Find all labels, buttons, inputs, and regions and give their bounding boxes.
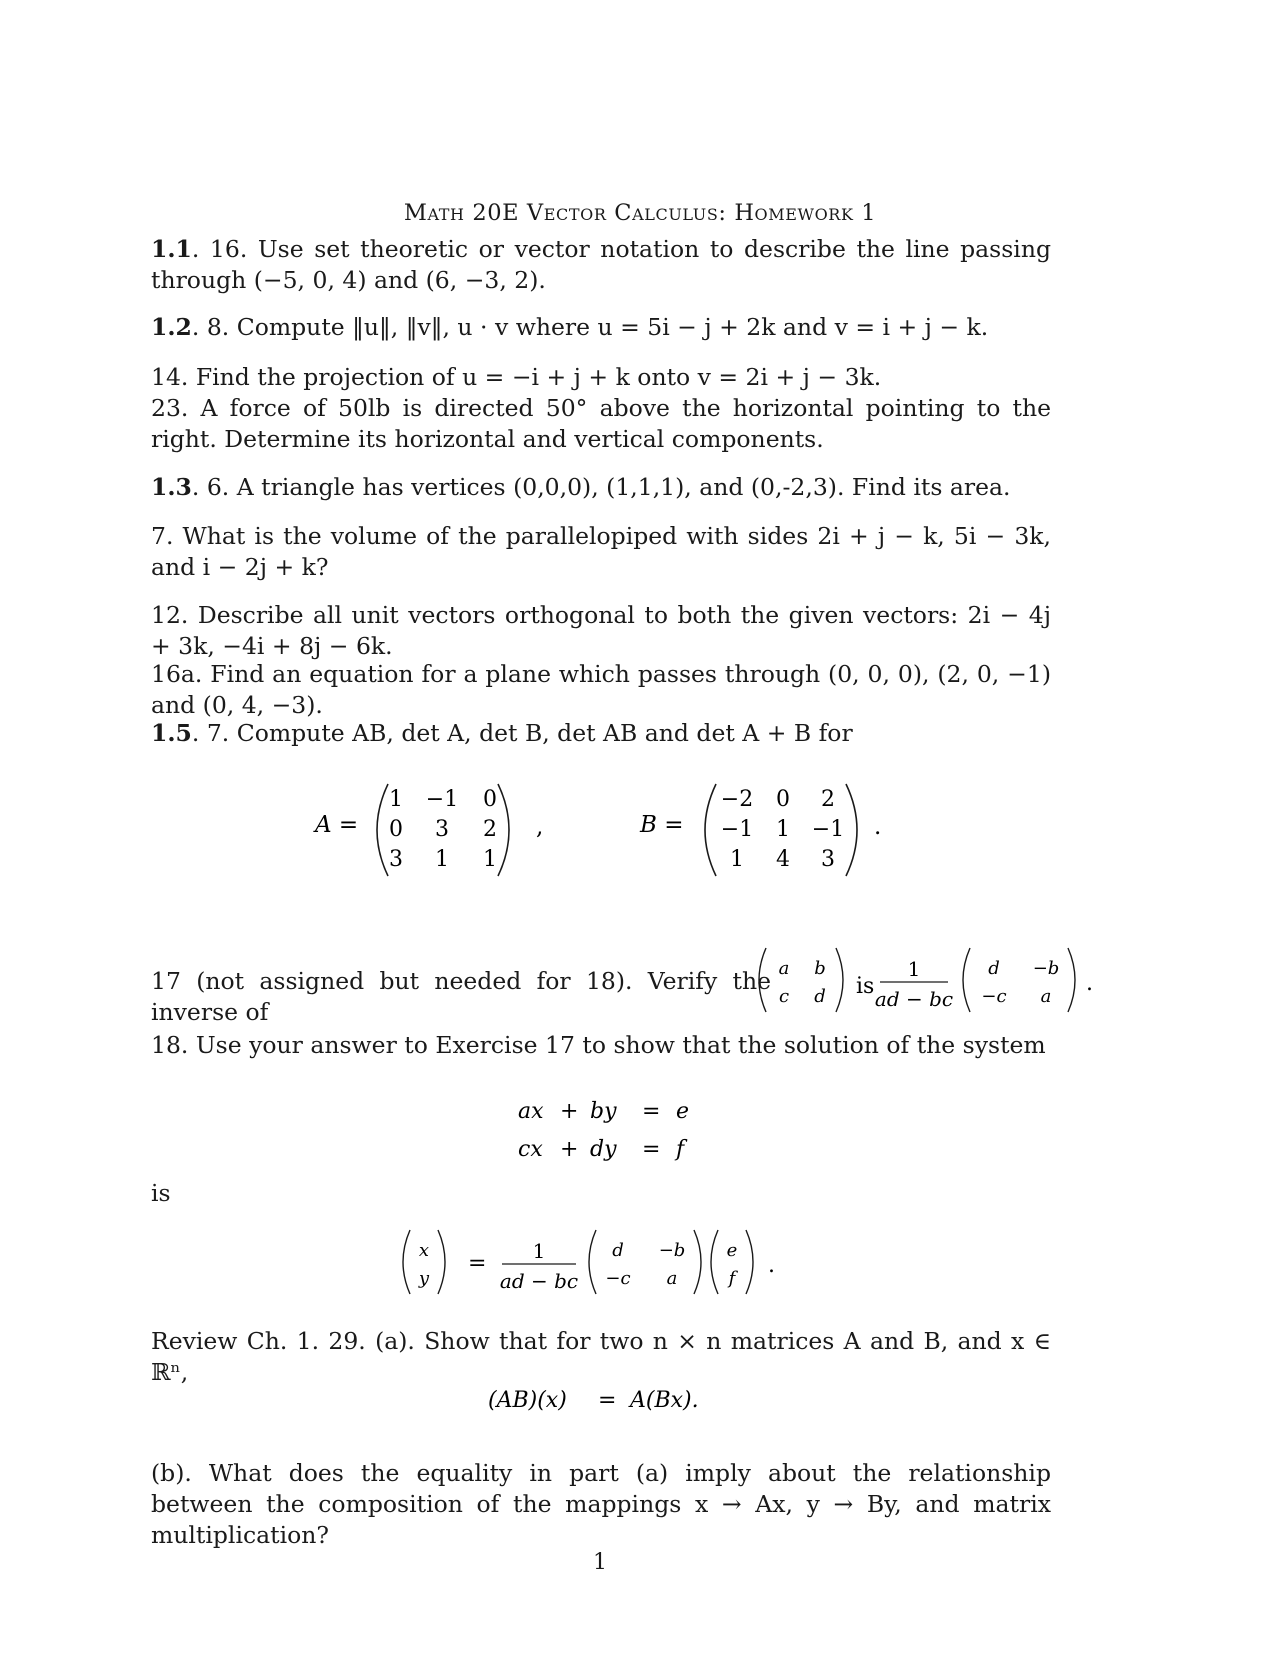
matrix-b-cell: 1 [730, 847, 744, 872]
rhs-right-paren [746, 1230, 753, 1294]
inv-in-cell: d [814, 986, 826, 1007]
problem-1-2 [151, 312, 1051, 343]
period: . [1086, 971, 1093, 996]
inv-out-right-paren [1068, 948, 1075, 1012]
problem-text: (b). What does the equality in part (a) imply about the relationship between the composition of the mappings x → Ax, y → By, and matrix multiplication? [151, 1459, 1051, 1549]
system-term: dy [590, 1137, 617, 1162]
problem-7 [151, 521, 1051, 583]
problem-text: . 16. Use set theoretic or vector notation to describe the line passing through (−5, 0, 4) and (6, −3, 2). [151, 235, 1051, 294]
is-word: is [856, 974, 875, 999]
matrix-b-right-paren [846, 784, 857, 876]
problem-text: . 7. Compute AB, det A, det B, det AB and det A + B for [191, 719, 853, 747]
matrix-a-label: A = [315, 812, 359, 838]
system-op: = [642, 1099, 661, 1124]
sol-mat-right-paren [694, 1230, 701, 1294]
matrix-b-cell: 4 [776, 847, 790, 872]
inv-out-cell: −c [981, 986, 1007, 1007]
matrix-a-cell: 1 [389, 787, 403, 812]
lhs-entries [418, 1240, 430, 1289]
matrix-b-cell: −2 [720, 787, 754, 812]
system-term: by [590, 1099, 617, 1124]
period: . [768, 1253, 775, 1278]
matrix-a-cell: 2 [483, 817, 497, 842]
problem-text: Review Ch. 1. 29. (a). Show that for two n × n matrices A and B, and x ∈ ℝⁿ, [151, 1327, 1051, 1386]
section-number: 1.2 [151, 313, 192, 341]
system-op: + [560, 1099, 579, 1124]
lhs-right-paren [438, 1230, 445, 1294]
fraction-denominator: ad − bc [874, 987, 954, 1011]
inv-out-entries [981, 958, 1059, 1007]
inv-in-entries [779, 958, 826, 1007]
system-term: ax [518, 1099, 544, 1124]
sol-mat-left-paren [589, 1230, 596, 1294]
matrix-a-cell: 0 [389, 817, 403, 842]
system-op: = [642, 1137, 661, 1162]
inv-in-cell: a [778, 958, 790, 979]
system-term: e [676, 1099, 690, 1124]
matrix-a-entries [389, 787, 497, 872]
inv-in-right-paren [836, 948, 843, 1012]
title-text: Math 20E Vector Calculus: Homework 1 [403, 200, 877, 226]
problem-text: 12. Describe all unit vectors orthogonal to both the given vectors: 2i − 4j + 3k, −4i + 8j − 6k. [151, 601, 1051, 660]
problem-1-3 [151, 472, 1051, 503]
inv-out-cell: d [988, 958, 1000, 979]
problem-14 [151, 362, 1051, 393]
rhs-cell: e [726, 1240, 738, 1261]
problem-text: 16a. Find an equation for a plane which passes through (0, 0, 0), (2, 0, −1) and (0, 4, −3). [151, 660, 1051, 719]
matrix-b-cell: 1 [776, 817, 790, 842]
problem-12 [151, 600, 1051, 662]
problem-18 [151, 1030, 1051, 1061]
matrix-b-cell: 2 [821, 787, 835, 812]
is-text: is [151, 1179, 171, 1207]
matrix-a-right-paren [498, 784, 509, 876]
matrix-b-left-paren [705, 784, 716, 876]
linear-system [500, 1090, 720, 1170]
sol-mat-cell: a [666, 1268, 678, 1289]
section-number: 1.5 [151, 719, 192, 747]
rhs-entries [727, 1240, 739, 1289]
problem-1-1 [151, 234, 1051, 296]
fraction-numerator: 1 [532, 1239, 546, 1263]
lhs-cell: y [418, 1268, 430, 1289]
problem-text: 17 (not assigned but needed for 18). Verify the inverse of [151, 967, 771, 1026]
inv-out-cell: a [1040, 986, 1052, 1007]
matrix-a-cell: −1 [425, 787, 459, 812]
matrix-b-cell: 0 [776, 787, 790, 812]
matrix-b-cell: 3 [821, 847, 835, 872]
system-row-1 [518, 1099, 689, 1124]
matrix-b-cell: −1 [811, 817, 845, 842]
equals: = [468, 1251, 487, 1276]
rhs-cell: f [728, 1268, 736, 1289]
matrix-a-cell: 3 [389, 847, 403, 872]
inv-in-cell: b [814, 958, 826, 979]
inv-in-left-paren [759, 948, 766, 1012]
period: . [874, 814, 882, 840]
sol-mat-entries [605, 1240, 685, 1289]
matrix-a-cell: 3 [435, 817, 449, 842]
identity-rhs: A(Bx). [630, 1388, 699, 1413]
fraction-denominator: ad − bc [499, 1269, 579, 1293]
matrix-a-cell: 1 [435, 847, 449, 872]
inv-out-cell: −b [1032, 958, 1060, 979]
problem-text: . 8. Compute ‖u‖, ‖v‖, u · v where u = 5i − j + 2k and v = i + j − k. [191, 313, 989, 341]
problem-text: 7. What is the volume of the parallelopiped with sides 2i + j − k, 5i − 3k, and i − 2j + k? [151, 522, 1051, 581]
inv-in-cell: c [778, 986, 790, 1007]
sol-mat-cell: −c [605, 1268, 631, 1289]
lhs-left-paren [403, 1230, 410, 1294]
matrix-a-cell: 0 [483, 787, 497, 812]
matrix-b-label: B = [640, 812, 684, 838]
problem-17 [151, 966, 771, 1028]
equals: = [598, 1388, 617, 1413]
page-number: 1 [593, 1550, 607, 1575]
comma: , [536, 814, 544, 840]
matrix-a-left-paren [377, 784, 388, 876]
sol-mat-cell: −b [658, 1240, 686, 1261]
problem-text: 14. Find the projection of u = −i + j + k onto v = 2i + j − 3k. [151, 363, 882, 391]
system-term: f [676, 1137, 685, 1162]
fraction-numerator: 1 [907, 957, 921, 981]
system-term: cx [518, 1137, 543, 1162]
identity-formula [480, 1374, 780, 1424]
problem-1-5 [151, 718, 1051, 749]
is-label [151, 1178, 1051, 1209]
matrix-a-cell: 1 [483, 847, 497, 872]
section-number: 1.1 [151, 235, 192, 263]
matrix-b-entries [721, 787, 844, 872]
problem-16a [151, 659, 1051, 721]
section-number: 1.3 [151, 473, 192, 501]
problem-text: 23. A force of 50lb is directed 50° above the horizontal pointing to the right. Determine its horizontal and vertical components. [151, 394, 1051, 453]
lhs-cell: x [418, 1240, 430, 1261]
identity-lhs: (AB)(x) [488, 1388, 567, 1413]
sol-mat-cell: d [612, 1240, 624, 1261]
rhs-left-paren [711, 1230, 718, 1294]
inverse-formula [750, 940, 1110, 1020]
system-row-2 [518, 1137, 688, 1162]
matrix-b-cell: −1 [720, 817, 754, 842]
problem-text: . 6. A triangle has vertices (0,0,0), (1,1,1), and (0,-2,3). Find its area. [191, 473, 1011, 501]
system-op: + [560, 1137, 579, 1162]
inv-out-left-paren [963, 948, 970, 1012]
part-b [151, 1458, 1051, 1551]
matrices-a-b [0, 770, 1280, 890]
problem-23 [151, 393, 1051, 455]
problem-text: 18. Use your answer to Exercise 17 to show that the solution of the system [151, 1031, 1046, 1059]
page-title [0, 200, 1280, 226]
solution-formula [390, 1222, 810, 1302]
